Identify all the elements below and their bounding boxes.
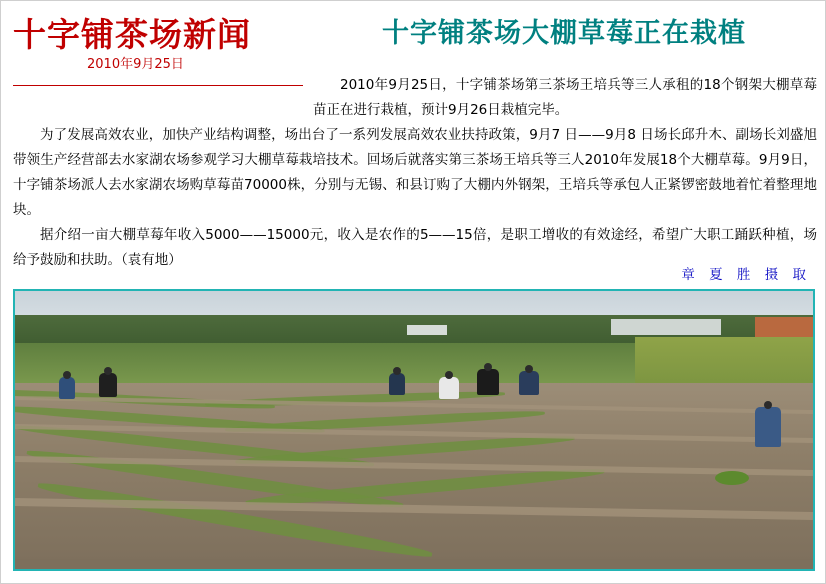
worker-figure [519,371,539,395]
page-title: 十字铺茶场新闻 [13,15,251,54]
headline: 十字铺茶场大棚草莓正在栽植 [382,18,746,49]
worker-head [484,363,492,371]
article-paragraph-3: 据介绍一亩大棚草莓年收入5000——15000元，收入是农作的5——15倍，是职工增收的有效途经，希望广大职工踊跃种植，场给予鼓励和扶助。（袁有地） [13,227,817,268]
article-body [13,123,817,273]
dateline: 2010年9月25日 [87,57,184,72]
worker-figure [389,373,405,395]
worker-figure [99,373,117,397]
worker-figure [439,377,459,399]
masthead-divider [13,85,303,86]
worker-figure [59,377,75,399]
photo-foreground [15,559,813,569]
worker-head [393,367,401,375]
worker-head [525,365,533,373]
worker-head [764,401,772,409]
byline: 章 夏 胜 摄 取 [681,267,811,283]
field-photo [15,291,813,569]
article-top-column [313,73,817,123]
photo-building-small [407,325,447,335]
harvest-basket [715,471,749,485]
worker-head [104,367,112,375]
worker-head [445,371,453,379]
photo-building-red [755,317,813,337]
worker-figure [477,369,499,395]
worker-figure [755,407,781,447]
article-paragraph-2: 为了发展高效农业，加快产业结构调整，场出台了一系列发展高效农业扶持政策，9月7 日——9月8 日场长邱升木、副场长刘盛旭带领生产经营部去水家湖农场参观学习大棚草莓栽培技术。回场后就落实第三茶场王培兵等三人2010年发展18个大棚草莓。9月9日，十字铺茶场派人去水家湖农场购草莓苗70000株，分别与无锡、和县订购了大棚内外钢架，王培兵等承包人正紧锣密鼓地着忙着整理地块。 [13,127,817,218]
article-paragraph-1: 2010年9月25日，十字铺茶场第三茶场王培兵等三人承租的18个钢架大棚草莓苗正在进行栽植，预计9月26日栽植完毕。 [313,77,817,118]
photo-building-white [611,319,721,335]
worker-head [63,371,71,379]
masthead [1,1,826,72]
photo-frame [13,289,815,571]
